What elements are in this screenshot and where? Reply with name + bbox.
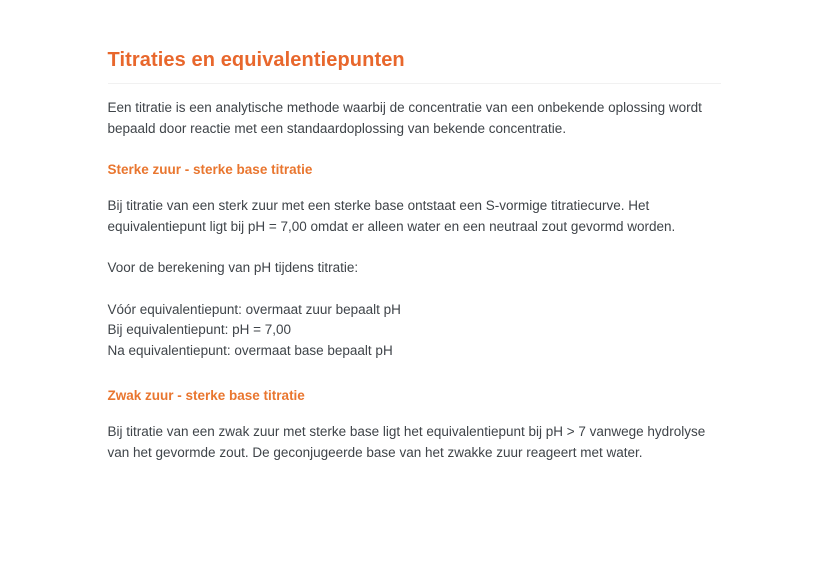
ph-calculation-intro: Voor de berekening van pH tijdens titratie:	[107, 260, 359, 275]
title-divider	[108, 83, 721, 84]
section-heading-weak-acid-strong-base: Zwak zuur - sterke base titratie	[107, 388, 305, 403]
rule-at-equivalence: Bij equivalentiepunt: pH = 7,00	[107, 322, 292, 337]
strong-acid-paragraph: Bij titratie van een sterk zuur met een sterke base ontstaat een S-vormige titratiecurve. Het equivalentiepunt ligt bij pH = 7,00 omdat er alleen water en een neutraal zout gevormd worden.	[107, 198, 676, 234]
page-title: Titraties en equivalentiepunten	[107, 49, 405, 71]
section-heading-strong-acid-strong-base: Sterke zuur - sterke base titratie	[107, 162, 313, 177]
document-page	[108, 0, 721, 463]
rule-after-equivalence: Na equivalentiepunt: overmaat base bepaalt pH	[107, 342, 393, 358]
rule-before-equivalence: Vóór equivalentiepunt: overmaat zuur bepaalt pH	[107, 301, 401, 317]
ph-rules-block	[108, 300, 721, 362]
intro-paragraph: Een titratie is een analytische methode waarbij de concentratie van een onbekende oplossing wordt bepaald door reactie met een standaardoplossing van bekende concentratie.	[107, 100, 702, 136]
weak-acid-paragraph: Bij titratie van een zwak zuur met sterke base ligt het equivalentiepunt bij pH > 7 vanwege hydrolyse van het gevormde zout. De geconjugeerde base van het zwakke zuur reageert met water.	[107, 424, 706, 460]
